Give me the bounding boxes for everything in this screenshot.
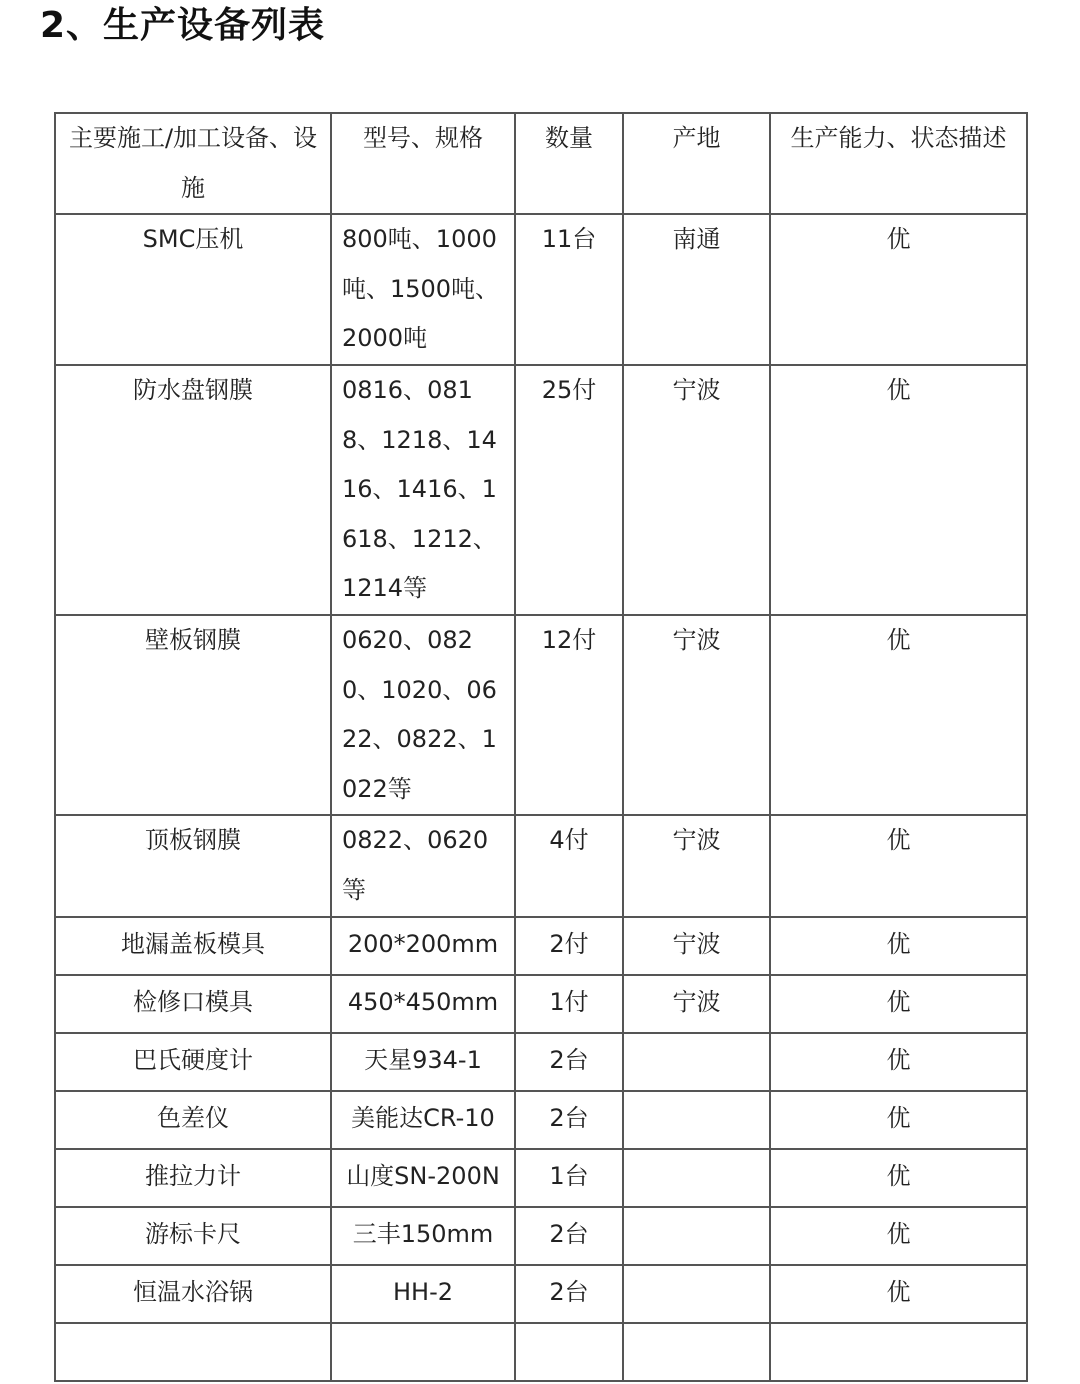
cell-empty: [623, 1323, 770, 1381]
cell-spec: 0822、0620等: [331, 815, 515, 916]
table-row: [55, 1091, 1027, 1149]
table-row-empty: [55, 1323, 1027, 1381]
cell-equipment: 游标卡尺: [55, 1207, 331, 1265]
table-header-row: [55, 113, 1027, 214]
table-row: [55, 214, 1027, 365]
cell-equipment: 推拉力计: [55, 1149, 331, 1207]
cell-origin: 宁波: [623, 815, 770, 916]
cell-origin: 宁波: [623, 917, 770, 975]
cell-equipment: 顶板钢膜: [55, 815, 331, 916]
table-row: [55, 1207, 1027, 1265]
cell-spec: 0620、0820、1020、0622、0822、1022等: [331, 615, 515, 815]
cell-empty: [515, 1323, 623, 1381]
table-row: [55, 1149, 1027, 1207]
cell-spec: 三丰150mm: [331, 1207, 515, 1265]
header-capacity-status: 生产能力、状态描述: [770, 113, 1027, 214]
cell-spec: 美能达CR-10: [331, 1091, 515, 1149]
cell-equipment: SMC压机: [55, 214, 331, 365]
cell-status: 优: [770, 1149, 1027, 1207]
header-quantity: 数量: [515, 113, 623, 214]
cell-quantity: 11台: [515, 214, 623, 365]
table-row: [55, 917, 1027, 975]
cell-origin: 宁波: [623, 615, 770, 815]
cell-status: 优: [770, 975, 1027, 1033]
table-row: [55, 815, 1027, 916]
cell-quantity: 2台: [515, 1033, 623, 1091]
cell-equipment: 壁板钢膜: [55, 615, 331, 815]
cell-quantity: 2付: [515, 917, 623, 975]
cell-origin: [623, 1091, 770, 1149]
cell-spec: 0816、0818、1218、1416、1416、1618、1212、1214等: [331, 365, 515, 615]
cell-quantity: 25付: [515, 365, 623, 615]
cell-spec: 450*450mm: [331, 975, 515, 1033]
cell-origin: 宁波: [623, 975, 770, 1033]
header-model-spec: 型号、规格: [331, 113, 515, 214]
cell-status: 优: [770, 1033, 1027, 1091]
cell-origin: [623, 1033, 770, 1091]
cell-origin: 南通: [623, 214, 770, 365]
cell-quantity: 1台: [515, 1149, 623, 1207]
cell-status: 优: [770, 1207, 1027, 1265]
cell-spec: 山度SN-200N: [331, 1149, 515, 1207]
cell-equipment: 巴氏硬度计: [55, 1033, 331, 1091]
cell-spec: 天星934-1: [331, 1033, 515, 1091]
page-title: 2、生产设备列表: [40, 5, 326, 46]
cell-quantity: 2台: [515, 1265, 623, 1323]
table-row: [55, 1265, 1027, 1323]
cell-empty: [55, 1323, 331, 1381]
header-origin: 产地: [623, 113, 770, 214]
table-row: [55, 975, 1027, 1033]
table-row: [55, 1033, 1027, 1091]
cell-status: 优: [770, 917, 1027, 975]
cell-status: 优: [770, 1265, 1027, 1323]
cell-status: 优: [770, 1091, 1027, 1149]
cell-status: 优: [770, 615, 1027, 815]
cell-origin: [623, 1207, 770, 1265]
cell-origin: 宁波: [623, 365, 770, 615]
cell-origin: [623, 1149, 770, 1207]
cell-equipment: 色差仪: [55, 1091, 331, 1149]
cell-quantity: 1付: [515, 975, 623, 1033]
cell-empty: [770, 1323, 1027, 1381]
cell-quantity: 2台: [515, 1091, 623, 1149]
cell-spec: 200*200mm: [331, 917, 515, 975]
cell-empty: [331, 1323, 515, 1381]
cell-equipment: 检修口模具: [55, 975, 331, 1033]
cell-status: 优: [770, 214, 1027, 365]
equipment-table: [54, 112, 1028, 1382]
cell-equipment: 恒温水浴锅: [55, 1265, 331, 1323]
cell-equipment: 地漏盖板模具: [55, 917, 331, 975]
cell-status: 优: [770, 815, 1027, 916]
cell-status: 优: [770, 365, 1027, 615]
cell-quantity: 2台: [515, 1207, 623, 1265]
table-row: [55, 615, 1027, 815]
cell-quantity: 12付: [515, 615, 623, 815]
cell-origin: [623, 1265, 770, 1323]
cell-quantity: 4付: [515, 815, 623, 916]
cell-spec: 800吨、1000吨、1500吨、2000吨: [331, 214, 515, 365]
cell-spec: HH-2: [331, 1265, 515, 1323]
table-row: [55, 365, 1027, 615]
cell-equipment: 防水盘钢膜: [55, 365, 331, 615]
header-equipment: 主要施工/加工设备、设施: [55, 113, 331, 214]
